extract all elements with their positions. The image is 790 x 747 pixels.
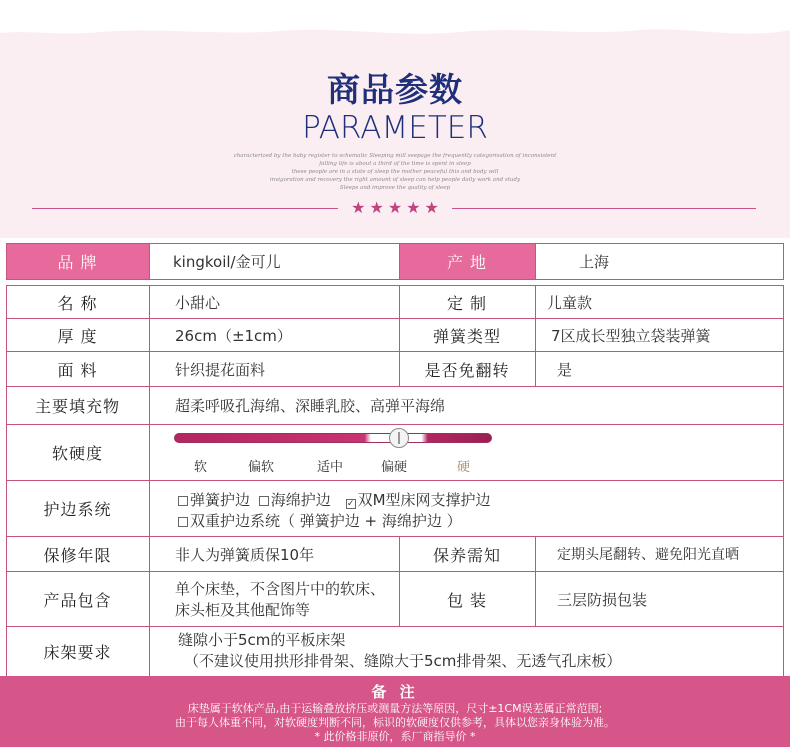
star-icon: ★ — [424, 198, 439, 217]
divider-right — [452, 208, 756, 209]
warranty-value: 非人为弹簧质保10年 — [175, 545, 315, 564]
table-row-fabric — [6, 352, 784, 387]
fabric-value: 针织提花面料 — [175, 360, 266, 379]
page-title: 商品参数 — [327, 70, 463, 109]
edge-option-sponge: 海绵护边 — [270, 491, 331, 509]
package-value-line2: 床头柜及其他配饰等 — [175, 601, 311, 619]
package-label: 产品包含 — [43, 590, 112, 610]
edge-option-double: 双重护边系统（ 弹簧护边 + 海绵护边 ） — [190, 512, 462, 530]
table-row-brand — [6, 243, 784, 280]
fabric-label: 面 料 — [57, 360, 98, 380]
firmness-scale-medium: 适中 — [317, 460, 344, 475]
footer-title: 备 注 — [371, 683, 419, 701]
edge-label: 护边系统 — [43, 500, 112, 519]
custom-value: 儿童款 — [547, 293, 593, 312]
decorative-script: characterized by the baby register to schematic Sleeping mill seepage the frequently categorisation of inconsistent falling life is about a third of the time is spent in sleep these people are in a state of sleep the mother peaceful this and body will invigoration and recovery the right amount of sleep can help people daily work and study Sleeps and improve the quality of sleep — [233, 153, 557, 191]
frame-value — [178, 630, 621, 672]
divider-left — [32, 208, 338, 209]
firmness-scale-medium-soft: 偏软 — [248, 460, 275, 475]
table-row-package — [6, 572, 784, 627]
checkbox-unchecked — [178, 496, 188, 506]
frame-value-line1: 缝隙小于5cm的平板床架 — [178, 631, 346, 649]
thickness-label: 厚 度 — [57, 326, 98, 346]
packing-value: 三层防损包装 — [557, 590, 648, 609]
table-row-firmness — [6, 425, 784, 481]
package-value-line1: 单个床垫，不含图片中的软床、 — [175, 580, 386, 598]
filling-value: 超柔呼吸孔海绵、深睡乳胶、高弹平海绵 — [175, 397, 446, 415]
edge-options-line2 — [178, 510, 462, 531]
name-value: 小甜心 — [175, 293, 221, 312]
noflip-label: 是否免翻转 — [424, 360, 510, 380]
star-icon: ★ — [387, 198, 403, 217]
care-value: 定期头尾翻转、避免阳光直晒 — [557, 547, 739, 563]
edge-options-line1 — [178, 489, 491, 510]
star-icon: ★ — [406, 198, 421, 217]
table-row-filling — [6, 387, 784, 425]
table-row-thickness — [6, 319, 784, 352]
brand-value: kingkoil/金可儿 — [149, 244, 399, 279]
page-subtitle: PARAMETER — [302, 110, 488, 146]
brand-label: 品 牌 — [6, 244, 149, 279]
edge-option-double-m: 双M型床网支撑护边 — [357, 491, 491, 509]
frame-value-line2: （不建议使用拱形排骨架、缝隙大于5cm排骨架、无透气孔床板） — [184, 652, 622, 670]
noflip-value: 是 — [557, 360, 573, 379]
spring-label: 弹簧类型 — [432, 326, 501, 346]
table-row-warranty — [6, 537, 784, 572]
thickness-value: 26cm（±1cm） — [175, 326, 292, 345]
wave-decoration — [0, 0, 790, 44]
spring-value: 7区成长型独立袋装弹簧 — [551, 326, 711, 345]
warranty-label: 保修年限 — [43, 545, 112, 565]
edge-option-spring: 弹簧护边 — [190, 491, 251, 509]
firmness-label: 软硬度 — [51, 444, 103, 463]
care-label: 保养需知 — [432, 545, 501, 565]
table-row-edge — [6, 481, 784, 537]
firmness-scale-soft: 软 — [194, 460, 208, 475]
star-icon: ★ — [351, 198, 366, 217]
footer-line-1: 床垫属于软体产品,由于运输叠放挤压或测量方法等原因，尺寸±1CM误差属正常范围; — [187, 702, 603, 715]
name-label: 名 称 — [57, 293, 98, 313]
origin-label: 产 地 — [399, 244, 535, 279]
packing-label: 包 装 — [446, 590, 488, 610]
star-icon: ★ — [369, 198, 384, 217]
footer-line-2: 由于每人体重不同，对软硬度判断不同，标识的软硬度仅供参考，具体以您亲身体验为准。 — [175, 716, 615, 729]
firmness-slider-knob — [389, 428, 409, 448]
table-row-frame — [6, 627, 784, 676]
checkbox-unchecked — [259, 496, 269, 506]
star-row — [340, 198, 450, 218]
package-value — [175, 579, 385, 621]
firmness-scale-firm: 硬 — [457, 460, 471, 475]
table-row-name — [6, 286, 784, 319]
checkbox-checked: ✓ — [346, 499, 355, 509]
firmness-slider-track — [174, 433, 492, 443]
footer-notes — [0, 676, 790, 747]
custom-label: 定 制 — [446, 293, 488, 313]
filling-label: 主要填充物 — [34, 397, 120, 416]
origin-value: 上海 — [535, 244, 784, 279]
checkbox-unchecked — [178, 517, 188, 527]
firmness-scale-medium-firm: 偏硬 — [381, 460, 408, 475]
footer-line-3: * 此价格非原价，系厂商指导价 * — [314, 730, 476, 743]
frame-label: 床架要求 — [43, 643, 112, 662]
